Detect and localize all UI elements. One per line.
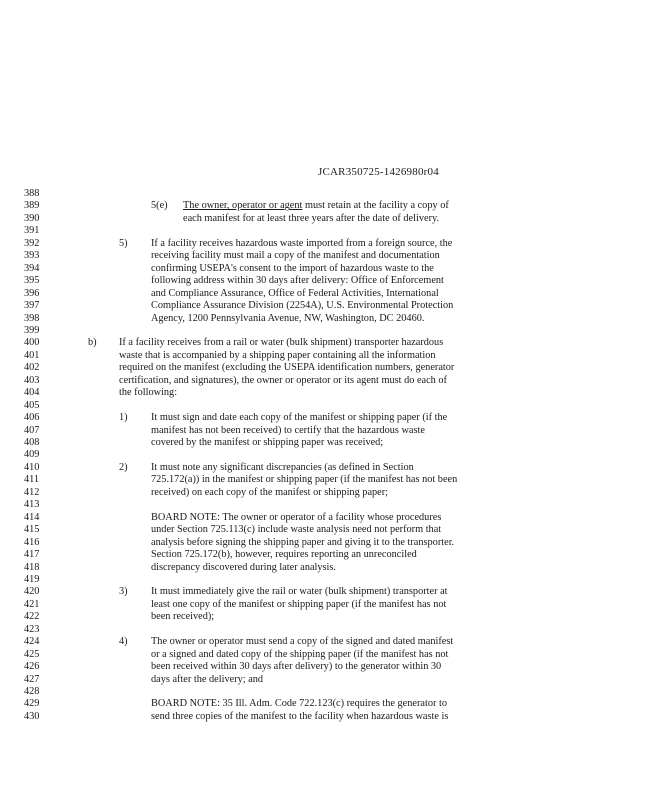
numbered-line [0,511,671,524]
line-number: 404 [24,387,40,399]
subsection-marker: 3) [119,586,128,598]
numbered-line [0,536,671,549]
line-text: 725.172(a)) in the manifest or shipping paper (if the manifest has not been [151,474,458,486]
line-number: 428 [24,686,40,697]
line-number: 423 [24,623,40,635]
line-text: the following: [119,387,178,399]
numbered-line [0,697,671,710]
numbered-line [0,237,671,250]
line-text: If a facility receives from a rail or water (bulk shipment) transporter hazardous [119,337,444,349]
line-text: If a facility receives hazardous waste imported from a foreign source, the [151,237,453,249]
line-number: 402 [24,362,40,374]
line-number: 413 [24,499,40,511]
line-number: 414 [24,511,40,523]
line-text: following address within 30 days after delivery: Office of Enforcement [151,275,444,287]
numbered-line [0,274,671,287]
numbered-line [0,224,671,237]
numbered-line [0,685,671,698]
numbered-line [0,249,671,262]
numbered-line [0,374,671,387]
line-text: manifest has not been received) to certify that the hazardous waste [151,424,425,436]
numbered-line [0,399,671,412]
line-number: 391 [24,225,40,237]
numbered-line [0,548,671,561]
numbered-line [0,187,671,200]
numbered-line [0,324,671,337]
numbered-line [0,199,671,212]
line-number: 401 [24,349,40,361]
numbered-line [0,523,671,536]
numbered-line [0,424,671,437]
line-number: 405 [24,399,40,411]
numbered-line [0,436,671,449]
numbered-line [0,386,671,399]
line-number: 417 [24,549,40,561]
line-text: been received within 30 days after delivery) to the generator within 30 [151,661,442,673]
line-text: required on the manifest (excluding the USEPA identification numbers, generator [119,362,455,374]
subsection-marker: 4) [119,636,128,648]
line-text: It must immediately give the rail or water (bulk shipment) transporter at [151,586,448,598]
numbered-line [0,623,671,636]
line-number: 389 [24,200,40,212]
numbered-line [0,461,671,474]
line-number: 411 [24,474,40,486]
line-text: confirming USEPA's consent to the import of hazardous waste to the [151,262,434,274]
line-number: 409 [24,449,40,461]
line-text: each manifest for at least three years after the date of delivery. [183,212,440,224]
line-number: 403 [24,374,40,386]
line-text: The owner, operator or agent must retain at the facility a copy of [183,200,449,212]
line-number: 407 [24,424,40,436]
line-number: 399 [24,324,40,336]
numbered-line [0,635,671,648]
line-text: BOARD NOTE: The owner or operator of a facility whose procedures [151,511,442,523]
line-number: 420 [24,586,40,598]
line-text: and Compliance Assurance, Office of Federal Activities, International [151,287,439,299]
numbered-line [0,673,671,686]
line-number: 427 [24,673,40,685]
line-number: 406 [24,412,40,424]
line-text: certification, and signatures), the owner or operator or its agent must do each of [119,374,447,386]
line-text: It must note any significant discrepancies (as defined in Section [151,461,414,473]
line-number: 394 [24,262,40,274]
line-number: 408 [24,437,40,448]
line-number: 425 [24,648,40,660]
document-id-header: JCAR350725-1426980r04 [318,166,439,178]
numbered-line [0,349,671,362]
line-text: receiving facility must mail a copy of the manifest and documentation [151,250,440,262]
line-text: days after the delivery; and [151,673,264,685]
numbered-line [0,287,671,300]
line-number: 393 [24,250,40,262]
numbered-line [0,448,671,461]
line-number: 410 [24,461,40,473]
line-text: under Section 725.113(c) include waste analysis need not perform that [151,524,442,536]
numbered-line [0,498,671,511]
numbered-line [0,710,671,723]
line-number: 421 [24,598,40,610]
line-number: 395 [24,275,40,287]
numbered-line [0,585,671,598]
line-number: 419 [24,573,40,585]
line-number: 396 [24,287,40,299]
line-text: Compliance Assurance Division (2254A), U.S. Environmental Protection [151,300,454,312]
underlined-amendment: The owner, operator or agent [183,200,303,212]
line-number: 416 [24,536,40,548]
line-number: 400 [24,337,40,349]
subsection-marker: 2) [119,461,128,473]
line-number: 426 [24,661,40,673]
numbered-line [0,486,671,499]
numbered-line [0,598,671,611]
line-number: 418 [24,561,40,573]
line-text: received) on each copy of the manifest or shipping paper; [151,486,389,498]
line-number: 415 [24,524,40,536]
numbered-line [0,336,671,349]
numbered-line [0,312,671,325]
line-text: BOARD NOTE: 35 Ill. Adm. Code 722.123(c) requires the generator to [151,698,447,710]
line-text: covered by the manifest or shipping paper was received; [151,437,384,448]
line-number: 398 [24,312,40,324]
line-text: been received); [151,611,215,623]
numbered-line [0,299,671,312]
numbered-line [0,610,671,623]
line-text: analysis before signing the shipping paper and giving it to the transporter. [151,536,455,548]
line-number: 392 [24,237,40,249]
subsection-marker: 5) [119,237,128,249]
line-text: least one copy of the manifest or shipping paper (if the manifest has not [151,598,447,610]
line-text: or a signed and dated copy of the shipping paper (if the manifest has not [151,648,449,660]
line-number: 422 [24,611,40,623]
line-text: The owner or operator must send a copy of the signed and dated manifest [151,636,454,648]
line-text: Section 725.172(b), however, requires reporting an unreconciled [151,549,417,561]
line-number: 397 [24,300,40,312]
line-text: waste that is accompanied by a shipping paper containing all the information [119,349,436,361]
line-text: Agency, 1200 Pennsylvania Avenue, NW, Washington, DC 20460. [151,312,425,324]
line-number: 390 [24,212,40,224]
line-number: 412 [24,486,40,498]
line-text: send three copies of the manifest to the facility when hazardous waste is [151,710,449,722]
line-number: 388 [24,188,40,199]
numbered-line [0,212,671,225]
numbered-line [0,262,671,275]
numbered-line [0,660,671,673]
numbered-line [0,473,671,486]
line-number: 430 [24,710,40,722]
line-text: discrepancy discovered during later analysis. [151,561,336,573]
numbered-line [0,361,671,374]
subsection-marker: 5(e) [151,200,168,212]
numbered-line [0,648,671,661]
numbered-line [0,561,671,574]
subsection-marker: 1) [119,412,128,424]
line-number: 429 [24,698,40,710]
line-number: 424 [24,636,40,648]
numbered-line [0,411,671,424]
numbered-line [0,573,671,586]
line-text: It must sign and date each copy of the manifest or shipping paper (if the [151,412,448,424]
subsection-marker: b) [88,337,97,349]
